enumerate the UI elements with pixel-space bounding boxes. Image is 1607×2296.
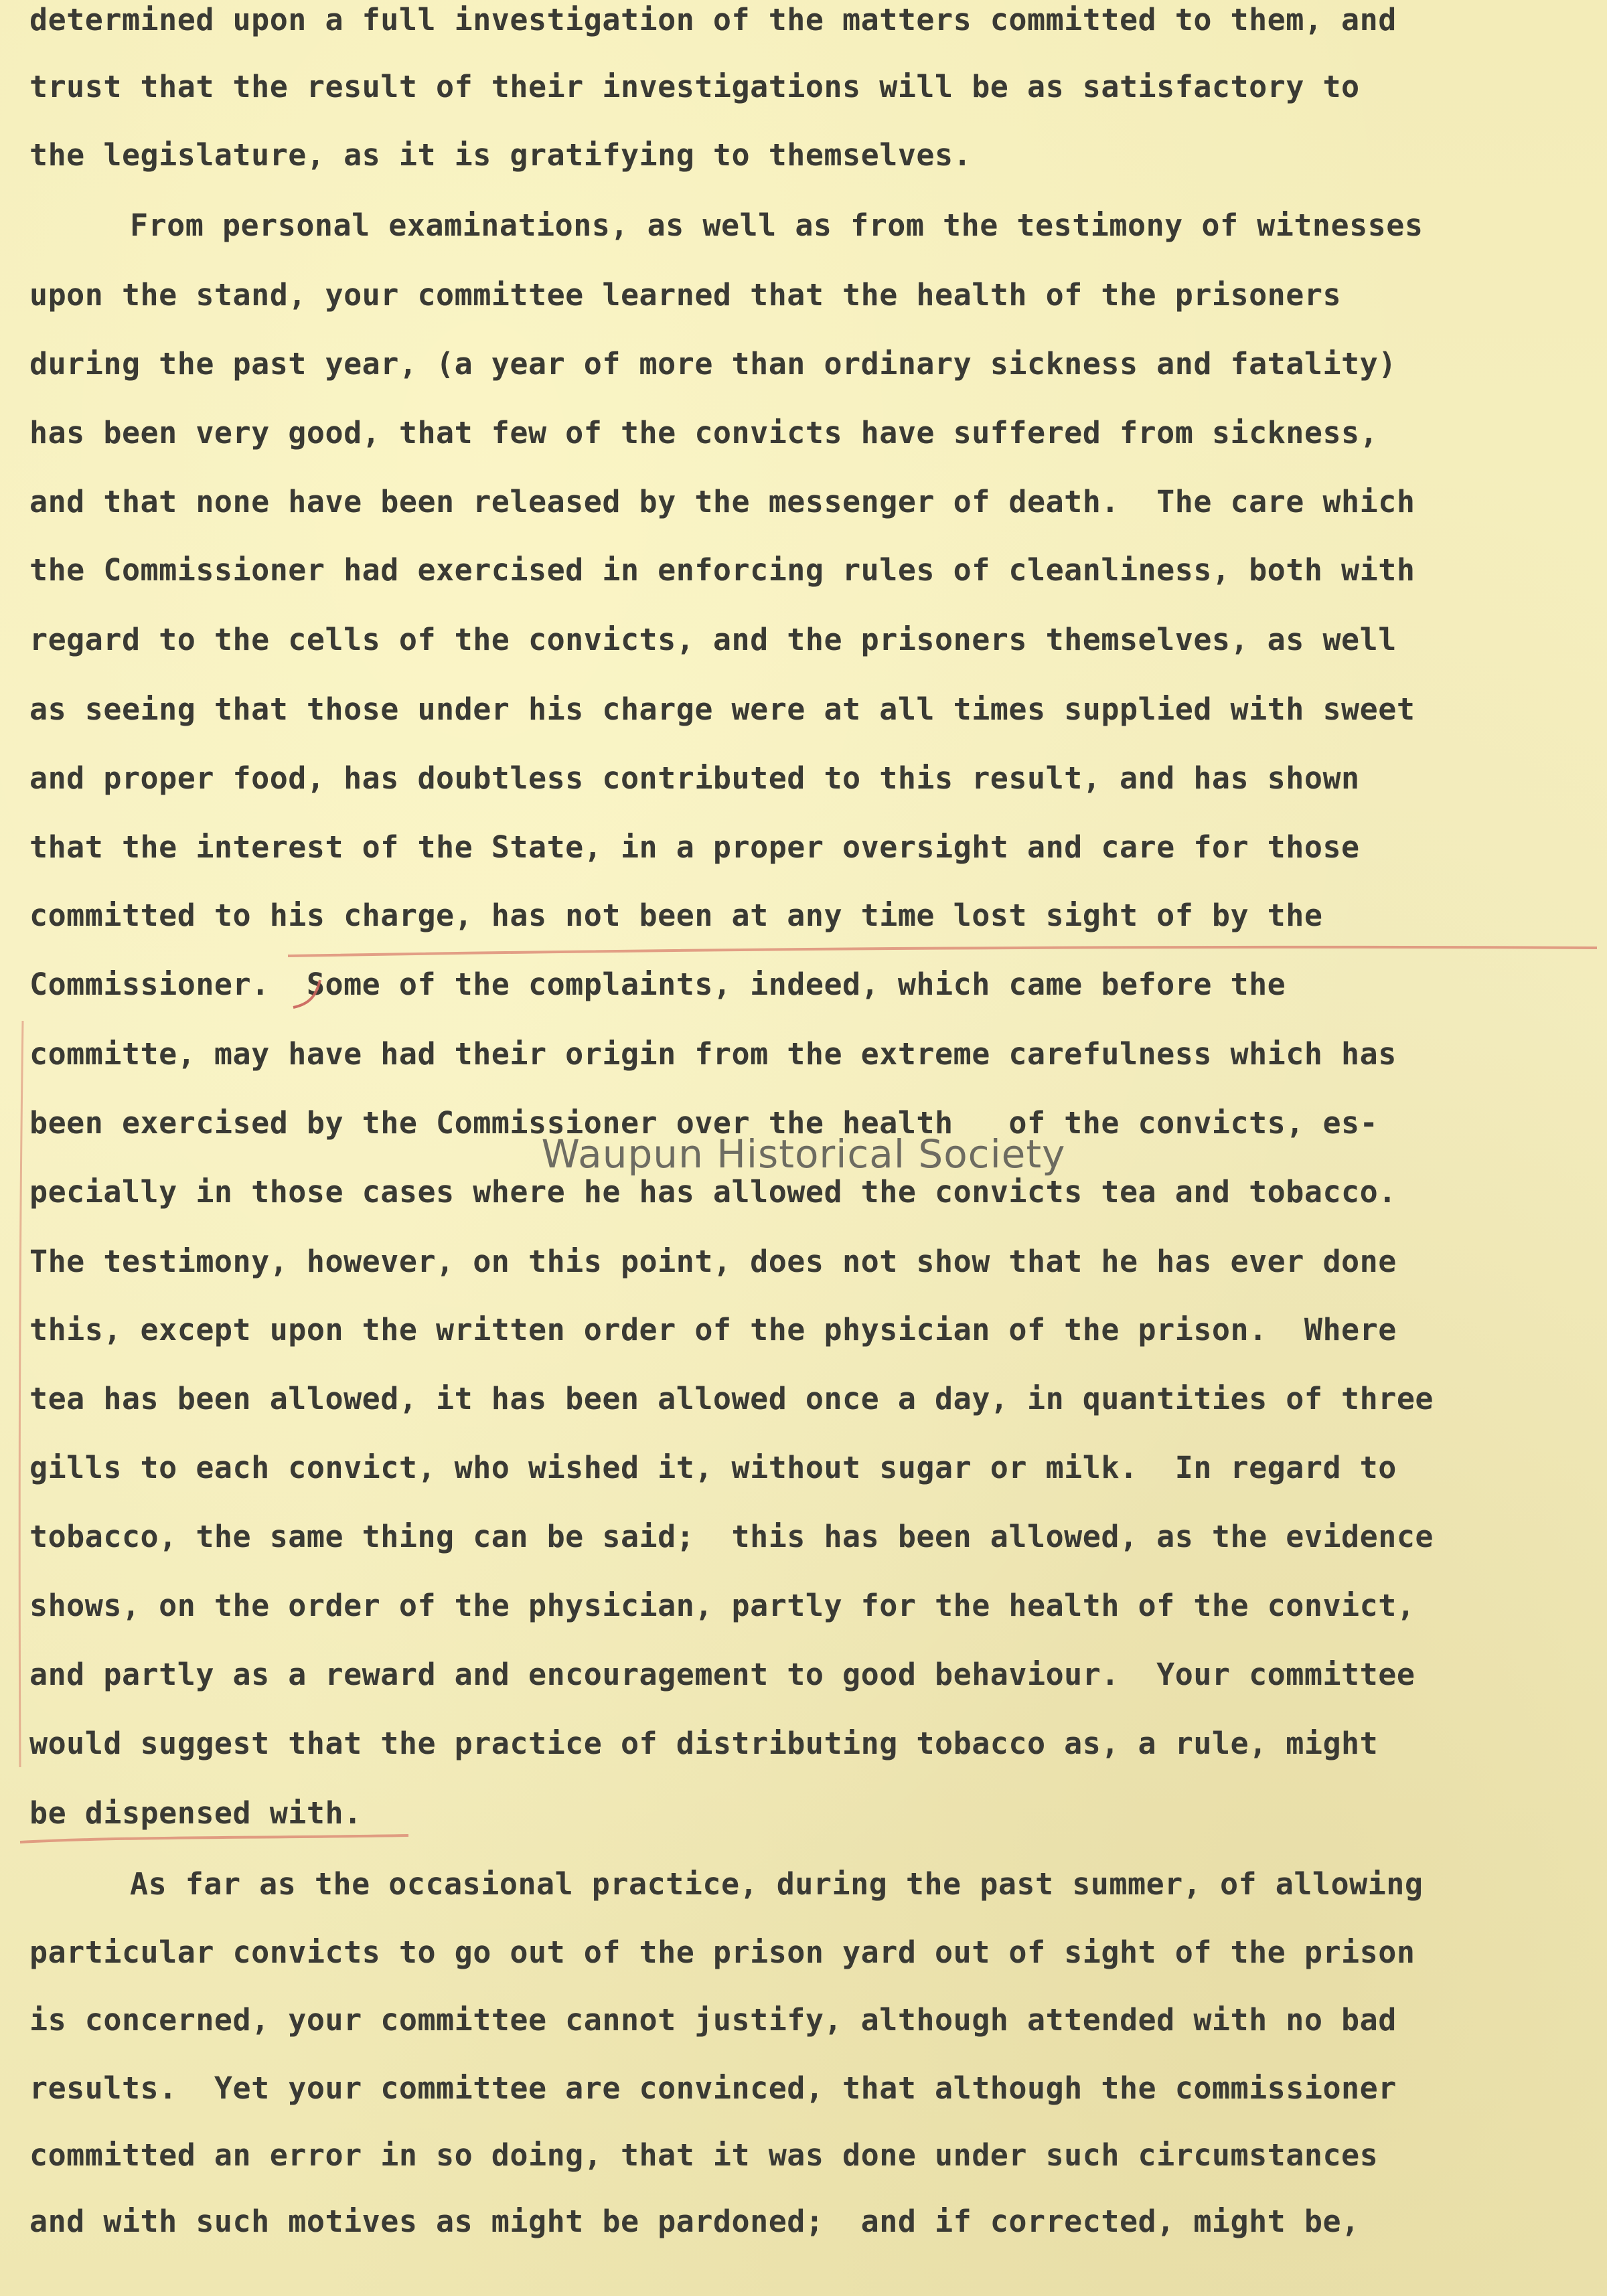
watermark-text: Waupun Historical Society	[541, 1131, 1066, 1177]
text-line-7: has been very good, that few of the convicts have suffered from sickness,	[29, 415, 1379, 450]
text-line-12: and proper food, has doubtless contributed to this result, and has shown	[29, 760, 1360, 796]
text-line-26: would suggest that the practice of distributing tobacco as, a rule, might	[29, 1726, 1379, 1761]
text-line-25: and partly as a reward and encouragement to good behaviour. Your committee	[29, 1657, 1415, 1692]
text-line-11: as seeing that those under his charge were at all times supplied with sweet	[29, 691, 1415, 727]
text-line-10: regard to the cells of the convicts, and the prisoners themselves, as well	[29, 622, 1397, 657]
text-line-16: committe, may have had their origin from the extreme carefulness which has	[29, 1036, 1397, 1072]
text-line-32: committed an error in so doing, that it was done under such circumstances	[29, 2137, 1379, 2173]
text-line-1: determined upon a full investigation of the matters committed to them, and	[29, 2, 1397, 37]
text-line-24: shows, on the order of the physician, partly for the health of the convict,	[29, 1588, 1415, 1623]
text-line-23: tobacco, the same thing can be said; this has been allowed, as the evidence	[29, 1519, 1434, 1554]
text-line-30: is concerned, your committee cannot justify, although attended with no bad	[29, 2002, 1397, 2038]
text-line-33: and with such motives as might be pardoned; and if corrected, might be,	[29, 2204, 1360, 2239]
text-line-13: that the interest of the State, in a proper oversight and care for those	[29, 829, 1360, 865]
text-line-20: this, except upon the written order of the physician of the prison. Where	[29, 1312, 1397, 1347]
text-line-18: pecially in those cases where he has allowed the convicts tea and tobacco.	[29, 1174, 1397, 1210]
text-line-17: been exercised by the Commissioner over the health of the convicts, es-	[29, 1105, 1379, 1141]
text-line-28: As far as the occasional practice, during the past summer, of allowing	[130, 1866, 1424, 1902]
text-line-3: the legislature, as it is gratifying to themselves.	[29, 137, 972, 173]
text-line-6: during the past year, (a year of more than ordinary sickness and fatality)	[29, 346, 1397, 382]
text-line-8: and that none have been released by the messenger of death. The care which	[29, 484, 1415, 519]
text-line-15: Commissioner. Some of the complaints, indeed, which came before the	[29, 967, 1286, 1002]
text-line-14: committed to his charge, has not been at any time lost sight of by the	[29, 898, 1323, 933]
text-line-29: particular convicts to go out of the prison yard out of sight of the prison	[29, 1935, 1415, 1970]
pencil-underline-top	[288, 947, 1597, 956]
pencil-underline-bottom	[20, 1835, 408, 1842]
text-line-2: trust that the result of their investigations will be as satisfactory to	[29, 69, 1360, 104]
text-line-9: the Commissioner had exercised in enforcing rules of cleanliness, both with	[29, 552, 1415, 588]
text-line-27: be dispensed with.	[29, 1795, 362, 1831]
text-line-31: results. Yet your committee are convinced, that although the commissioner	[29, 2070, 1397, 2106]
text-line-19: The testimony, however, on this point, does not show that he has ever done	[29, 1244, 1397, 1279]
text-line-5: upon the stand, your committee learned that the health of the prisoners	[29, 277, 1342, 313]
text-line-21: tea has been allowed, it has been allowed once a day, in quantities of three	[29, 1381, 1434, 1416]
text-line-4: From personal examinations, as well as from the testimony of witnesses	[130, 208, 1424, 243]
text-line-22: gills to each convict, who wished it, without sugar or milk. In regard to	[29, 1450, 1397, 1485]
